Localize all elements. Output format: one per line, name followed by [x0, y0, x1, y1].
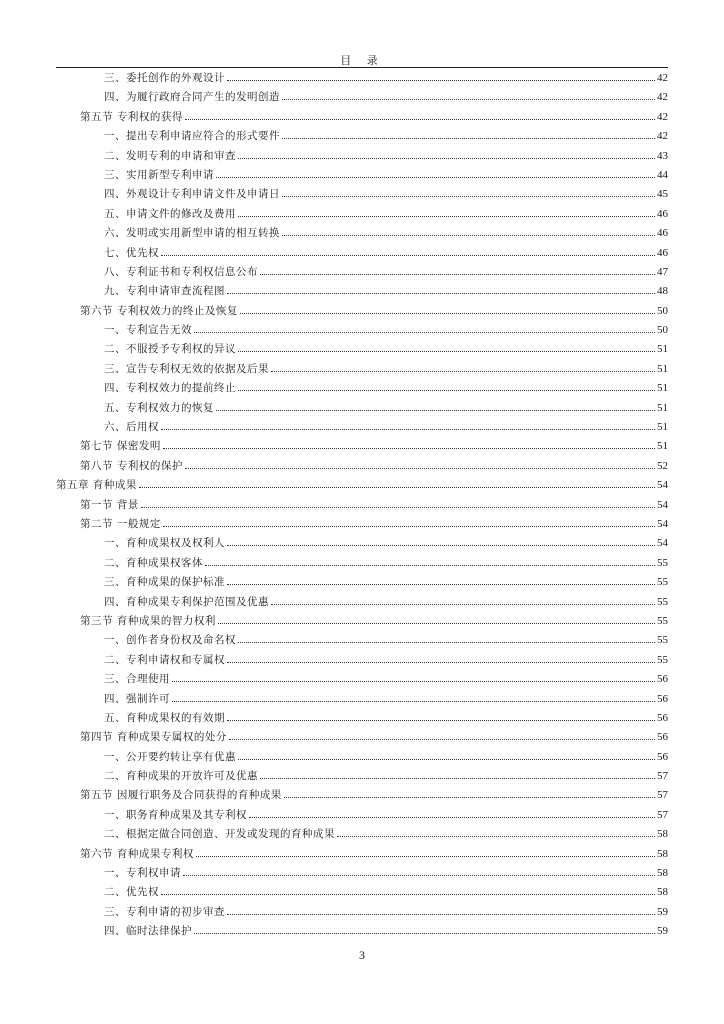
toc-entry-title: 二、发明专利的申请和审查	[104, 149, 236, 162]
toc-entry[interactable]	[56, 458, 668, 477]
toc-entry-page: 59	[657, 905, 668, 918]
toc-entry-page: 46	[657, 227, 668, 240]
dot-leader	[161, 246, 655, 256]
toc-entry-page: 51	[657, 401, 668, 414]
toc-entry-title: 第五节 因履行职务及合同获得的育种成果	[80, 789, 282, 802]
toc-entry-title: 四、育种成果专利保护范围及优惠	[104, 595, 269, 608]
toc-entry-page: 57	[657, 770, 668, 783]
toc-entry-title: 一、创作者身份权及命名权	[104, 634, 236, 647]
dot-leader	[216, 401, 655, 411]
toc-entry[interactable]	[56, 729, 668, 748]
toc-entry[interactable]	[56, 594, 668, 613]
toc-entry-title: 四、外观设计专利申请文件及申请日	[104, 188, 280, 201]
dot-leader	[249, 808, 655, 818]
toc-entry-title: 一、专利宣告无效	[104, 324, 192, 337]
toc-entry[interactable]	[56, 787, 668, 806]
toc-entry-title: 第五章 育种成果	[56, 479, 137, 492]
toc-entry-title: 第八节 专利权的保护	[80, 459, 183, 472]
toc-entry[interactable]	[56, 749, 668, 768]
dot-leader	[238, 342, 655, 352]
dot-leader	[227, 653, 655, 663]
toc-entry-page: 55	[657, 634, 668, 647]
toc-entry[interactable]	[56, 807, 668, 826]
toc-entry-title: 二、优先权	[104, 886, 159, 899]
toc-entry-title: 五、申请文件的修改及费用	[104, 207, 236, 220]
toc-entry-title: 二、育种成果权客体	[104, 556, 203, 569]
dot-leader	[161, 885, 655, 895]
toc-entry-title: 一、提出专利申请应符合的形式要件	[104, 130, 280, 143]
toc-entry-title: 六、后用权	[104, 421, 159, 434]
toc-entry[interactable]	[56, 574, 668, 593]
toc-entry-page: 56	[657, 750, 668, 763]
toc-entry-page: 58	[657, 847, 668, 860]
dot-leader	[141, 498, 655, 508]
toc-entry[interactable]	[56, 206, 668, 225]
toc-entry[interactable]	[56, 710, 668, 729]
dot-leader	[238, 381, 655, 391]
dot-leader	[194, 323, 655, 333]
toc-entry-page: 57	[657, 808, 668, 821]
toc-entry[interactable]	[56, 70, 668, 89]
dot-leader	[282, 129, 655, 139]
toc-entry-page: 55	[657, 614, 668, 627]
toc-entry[interactable]	[56, 691, 668, 710]
toc-entry[interactable]	[56, 923, 668, 942]
toc-entry[interactable]	[56, 322, 668, 341]
table-of-contents	[56, 70, 668, 943]
toc-entry-page: 48	[657, 285, 668, 298]
toc-entry[interactable]	[56, 148, 668, 167]
toc-entry-title: 三、宣告专利权无效的依据及后果	[104, 362, 269, 375]
dot-leader	[337, 827, 655, 837]
toc-entry-page: 56	[657, 692, 668, 705]
toc-entry-page: 54	[657, 517, 668, 530]
page-number: 3	[359, 948, 365, 962]
dot-leader	[227, 284, 655, 294]
toc-entry[interactable]	[56, 477, 668, 496]
dot-leader	[238, 750, 655, 760]
toc-entry-page: 42	[657, 72, 668, 84]
toc-entry-page: 54	[657, 537, 668, 550]
dot-leader	[260, 265, 655, 275]
toc-entry-title: 八、专利证书和专利权信息公布	[104, 265, 258, 278]
toc-entry-page: 51	[657, 421, 668, 434]
toc-entry-title: 第三节 育种成果的智力权利	[80, 614, 216, 627]
toc-entry[interactable]	[56, 555, 668, 574]
toc-entry-page: 42	[657, 110, 668, 123]
toc-entry[interactable]	[56, 186, 668, 205]
toc-entry[interactable]	[56, 89, 668, 108]
toc-entry[interactable]	[56, 303, 668, 322]
toc-entry-title: 四、为履行政府合同产生的发明创造	[104, 91, 280, 104]
toc-entry-page: 42	[657, 91, 668, 104]
toc-entry-page: 46	[657, 207, 668, 220]
dot-leader	[196, 847, 655, 857]
toc-entry-page: 51	[657, 382, 668, 395]
dot-leader	[218, 614, 655, 624]
toc-entry-title: 第六节 专利权效力的终止及恢复	[80, 304, 238, 317]
dot-leader	[227, 905, 655, 915]
toc-entry-title: 第七节 保密发明	[80, 440, 161, 453]
dot-leader	[271, 595, 655, 605]
toc-entry[interactable]	[56, 516, 668, 535]
toc-entry-title: 二、专利申请权和专属权	[104, 653, 225, 666]
dot-leader	[227, 536, 655, 546]
toc-entry-page: 43	[657, 149, 668, 162]
toc-entry-page: 54	[657, 498, 668, 511]
toc-entry-title: 三、委托创作的外观设计	[104, 72, 225, 84]
toc-entry[interactable]	[56, 419, 668, 438]
header-divider	[56, 67, 668, 68]
toc-entry-page: 56	[657, 711, 668, 724]
toc-entry-page: 58	[657, 867, 668, 880]
dot-leader	[185, 459, 655, 469]
toc-entry-page: 51	[657, 362, 668, 375]
toc-entry[interactable]	[56, 283, 668, 302]
toc-entry-page: 50	[657, 304, 668, 317]
toc-entry-title: 四、强制许可	[104, 692, 170, 705]
toc-entry[interactable]	[56, 341, 668, 360]
toc-entry-title: 七、优先权	[104, 246, 159, 259]
toc-entry[interactable]	[56, 361, 668, 380]
toc-entry-title: 三、专利申请的初步审查	[104, 905, 225, 918]
toc-entry-title: 一、职务育种成果及其专利权	[104, 808, 247, 821]
dot-leader	[284, 788, 655, 798]
toc-entry[interactable]	[56, 380, 668, 399]
toc-entry[interactable]	[56, 613, 668, 632]
dot-leader	[172, 672, 655, 682]
toc-entry-title: 三、合理使用	[104, 673, 170, 686]
dot-leader	[163, 517, 655, 527]
toc-entry[interactable]	[56, 535, 668, 554]
dot-leader	[282, 90, 655, 100]
toc-entry[interactable]	[56, 768, 668, 787]
toc-entry-title: 六、发明或实用新型申请的相互转换	[104, 227, 280, 240]
dot-leader	[161, 420, 655, 430]
dot-leader	[205, 556, 655, 566]
toc-entry-page: 54	[657, 479, 668, 492]
dot-leader	[271, 362, 655, 372]
dot-leader	[163, 439, 655, 449]
toc-entry-title: 三、实用新型专利申请	[104, 168, 214, 181]
toc-entry[interactable]	[56, 865, 668, 884]
page-header-title: 目 录	[340, 54, 384, 67]
toc-entry[interactable]	[56, 826, 668, 845]
toc-entry-title: 第六节 育种成果专利权	[80, 847, 194, 860]
toc-entry[interactable]	[56, 128, 668, 147]
toc-entry-page: 42	[657, 130, 668, 143]
toc-entry[interactable]	[56, 671, 668, 690]
dot-leader	[282, 187, 655, 197]
dot-leader	[227, 71, 655, 81]
dot-leader	[183, 866, 655, 876]
toc-entry[interactable]	[56, 109, 668, 128]
dot-leader	[238, 207, 655, 217]
dot-leader	[194, 924, 655, 934]
toc-entry-page: 58	[657, 886, 668, 899]
toc-entry[interactable]	[56, 225, 668, 244]
toc-entry[interactable]	[56, 167, 668, 186]
toc-entry-page: 50	[657, 324, 668, 337]
toc-entry[interactable]	[56, 400, 668, 419]
toc-entry-title: 二、育种成果的开放许可及优惠	[104, 770, 258, 783]
dot-leader	[282, 226, 655, 236]
toc-entry-page: 47	[657, 265, 668, 278]
toc-entry-page: 45	[657, 188, 668, 201]
toc-entry-page: 55	[657, 556, 668, 569]
toc-entry-page: 58	[657, 828, 668, 841]
toc-entry-page: 57	[657, 789, 668, 802]
toc-entry-title: 四、专利权效力的提前终止	[104, 382, 236, 395]
dot-leader	[229, 730, 655, 740]
toc-entry[interactable]	[56, 264, 668, 283]
toc-entry-title: 第五节 专利权的获得	[80, 110, 183, 123]
toc-entry-title: 五、育种成果权的有效期	[104, 711, 225, 724]
toc-entry-title: 九、专利申请审查流程图	[104, 285, 225, 298]
dot-leader	[185, 110, 655, 120]
dot-leader	[216, 168, 655, 178]
toc-entry-title: 四、临时法律保护	[104, 925, 192, 938]
toc-entry-page: 56	[657, 673, 668, 686]
toc-entry[interactable]	[56, 884, 668, 903]
toc-entry-page: 51	[657, 440, 668, 453]
dot-leader	[227, 575, 655, 585]
toc-entry-title: 一、公开要约转让享有优惠	[104, 750, 236, 763]
toc-entry-page: 56	[657, 731, 668, 744]
toc-entry-page: 59	[657, 925, 668, 938]
toc-entry-title: 一、专利权申请	[104, 867, 181, 880]
toc-entry[interactable]	[56, 632, 668, 651]
toc-entry-title: 第二节 一般规定	[80, 517, 161, 530]
toc-entry-title: 第一节 背景	[80, 498, 139, 511]
dot-leader	[238, 149, 655, 159]
dot-leader	[139, 478, 655, 488]
dot-leader	[238, 633, 655, 643]
dot-leader	[260, 769, 655, 779]
toc-entry[interactable]	[56, 245, 668, 264]
toc-entry[interactable]	[56, 904, 668, 923]
toc-entry-title: 第四节 育种成果专属权的处分	[80, 731, 227, 744]
toc-entry-page: 51	[657, 343, 668, 356]
toc-entry[interactable]	[56, 438, 668, 457]
toc-entry-page: 55	[657, 576, 668, 589]
toc-entry-title: 二、不服授予专利权的异议	[104, 343, 236, 356]
dot-leader	[227, 711, 655, 721]
toc-entry-page: 55	[657, 595, 668, 608]
toc-entry-page: 44	[657, 168, 668, 181]
dot-leader	[172, 692, 655, 702]
toc-entry[interactable]	[56, 846, 668, 865]
toc-entry-title: 二、根据定做合同创造、开发或发现的育种成果	[104, 828, 335, 841]
toc-entry-page: 55	[657, 653, 668, 666]
toc-entry-page: 46	[657, 246, 668, 259]
toc-entry[interactable]	[56, 652, 668, 671]
toc-entry-title: 五、专利权效力的恢复	[104, 401, 214, 414]
toc-entry[interactable]	[56, 497, 668, 516]
toc-entry-page: 52	[657, 459, 668, 472]
dot-leader	[240, 304, 655, 314]
toc-entry-title: 一、育种成果权及权利人	[104, 537, 225, 550]
toc-entry-title: 三、育种成果的保护标准	[104, 576, 225, 589]
